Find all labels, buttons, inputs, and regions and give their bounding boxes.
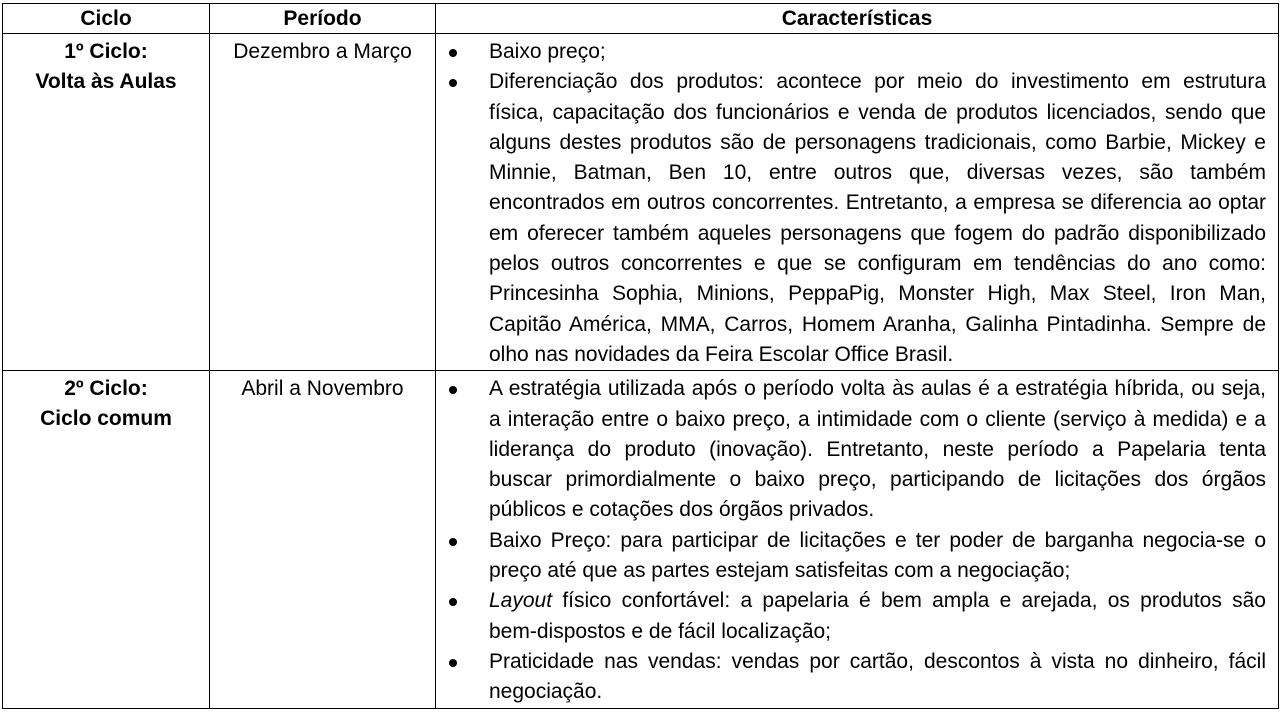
ciclo-cell [3,371,210,708]
bullet-icon [449,49,457,57]
header-row [3,4,1279,34]
list-item [436,586,1266,647]
table-row-ciclo-1 [3,34,1279,371]
ciclo-name: Volta às Aulas [35,70,177,93]
ciclo-cell [3,34,210,371]
list-item [436,647,1266,708]
list-item [436,37,1266,67]
list-item-text: físico confortável: a papelaria é bem ampla e arejada, os produtos são bem-dispostos e de fácil localização; [489,589,1266,643]
caracteristicas-cell [436,34,1279,371]
bullet-icon [449,659,457,667]
bullet-icon [449,79,457,87]
periodo-cell: Dezembro a Março [210,34,436,371]
caracteristicas-cell [436,371,1279,708]
list-item-text: Baixo preço; [489,40,606,63]
list-item-italic-lead: Layout [489,589,553,613]
header-periodo: Período [210,4,436,34]
header-ciclo: Ciclo [3,4,210,34]
bullet-icon [449,386,457,394]
header-caracteristicas: Características [436,4,1279,34]
list-item-text: Diferenciação dos produtos: acontece por meio do investimento em estrutura física, capacitação dos funcionários e venda de produtos licenciados, sendo que alguns destes produtos são de personagens tradicionais, como Barbie, Mickey e Minnie, Batman, Ben 10, entre outros que, diversas vezes, são também encontrados em outros concorrentes. Entretanto, a empresa se diferencia ao optar em oferecer também aqueles personagens que fogem do padrão disponibilizado pelos outros concorrentes e que se configuram em tendências do ano como: Princesinha Sophia, Minions, PeppaPig, Monster High, Max Steel, Iron Man, Capitão América, MMA, Carros, Homem Aranha, Galinha Pintadinha. Sempre de olho nas novidades da Feira Escolar Office Brasil. [489,70,1266,366]
cycles-table [2,3,1279,709]
list-item [436,374,1266,525]
list-item [436,67,1266,370]
list-item-text: Praticidade nas vendas: vendas por cartão, descontos à vista no dinheiro, fácil negociação. [489,649,1266,704]
list-item-text: A estratégia utilizada após o período volta às aulas é a estratégia híbrida, ou seja, a interação entre o baixo preço, a intimidade com o cliente (serviço à medida) e a liderança do produto (inovação). Entretanto, neste período a Papelaria tenta buscar primordialmente o baixo preço, participando de licitações dos órgãos públicos e cotações dos órgãos privados. [489,377,1266,522]
periodo-cell: Abril a Novembro [210,371,436,708]
caracteristicas-list [436,37,1266,370]
table-row-ciclo-2 [3,371,1279,708]
bullet-icon [449,598,457,606]
caracteristicas-list [436,374,1266,707]
ciclo-number: 2º Ciclo: [64,377,148,401]
ciclo-name: Ciclo comum [40,407,172,431]
list-item [436,526,1266,587]
ciclo-number: 1º Ciclo: [64,40,148,63]
bullet-icon [449,538,457,546]
list-item-text: Baixo Preço: para participar de licitações e ter poder de barganha negocia-se o preço até que as partes estejam satisfeitas com a negociação; [489,528,1266,583]
